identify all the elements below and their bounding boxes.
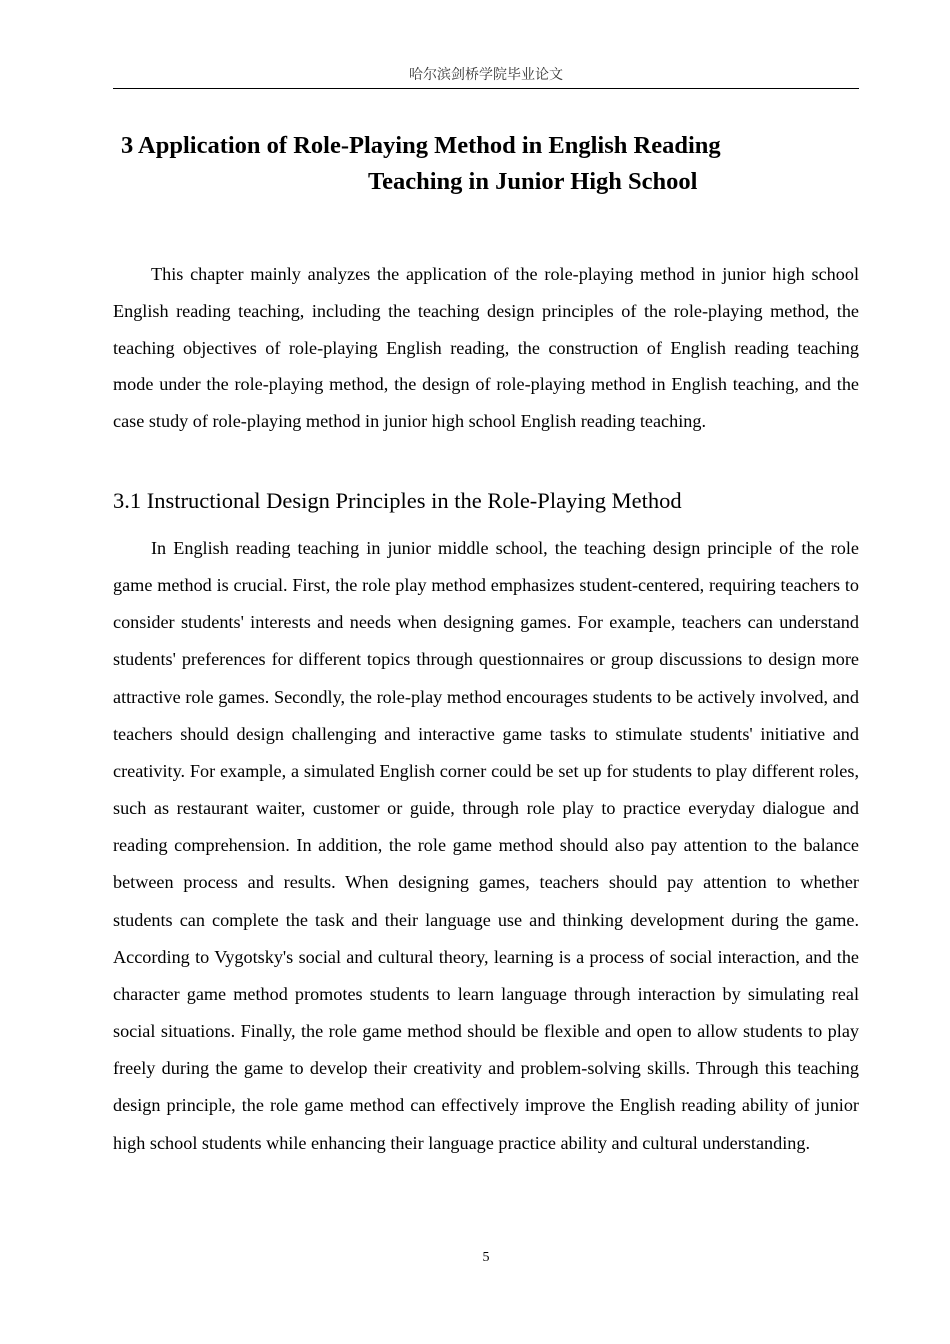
- chapter-title-line-1: 3 Application of Role-Playing Method in English Reading: [121, 132, 721, 159]
- chapter-title: [113, 128, 859, 200]
- intro-paragraph: This chapter mainly analyzes the application of the role-playing method in junior high school English reading teaching, including the teaching design principles of the role-playing method, the teaching objectives of role-playing English reading, the construction of English reading teaching mode under the role-playing method, the design of role-playing method in English teaching, and the case study of role-playing method in junior high school English reading teaching.: [113, 264, 859, 432]
- running-header: 哈尔滨剑桥学院毕业论文: [409, 67, 563, 83]
- page-number: 5: [482, 1250, 490, 1265]
- section-paragraph: In English reading teaching in junior middle school, the teaching design principle of the role game method is crucial. First, the role play method emphasizes student-centered, requiring teachers to consider students' interests and needs when designing games. For example, teachers can understand students' preferences for different topics through questionnaires or group discussions to design more attractive role games. Secondly, the role-play method encourages students to be actively involved, and teachers should design challenging and interactive game tasks to stimulate students' initiative and creativity. For example, a simulated English corner could be set up for students to play different roles, such as restaurant waiter, customer or guide, through role play to practice everyday dialogue and reading comprehension. In addition, the role game method should also pay attention to the balance between process and results. When designing games, teachers should pay attention to whether students can complete the task and their language use and thinking development during the game. According to Vygotsky's social and cultural theory, learning is a process of social interaction, and the character game method promotes students to learn language through interaction by simulating real social situations. Finally, the role game method should be flexible and open to allow students to play freely during the game to develop their creativity and problem-solving skills. Through this teaching design principle, the role game method can effectively improve the English reading ability of junior high school students while enhancing their language practice ability and cultural understanding.: [113, 538, 859, 1153]
- chapter-title-line-2: Teaching in Junior High School: [368, 168, 698, 195]
- section-heading: 3.1 Instructional Design Principles in the Role-Playing Method: [113, 488, 682, 513]
- header-divider: [113, 88, 859, 89]
